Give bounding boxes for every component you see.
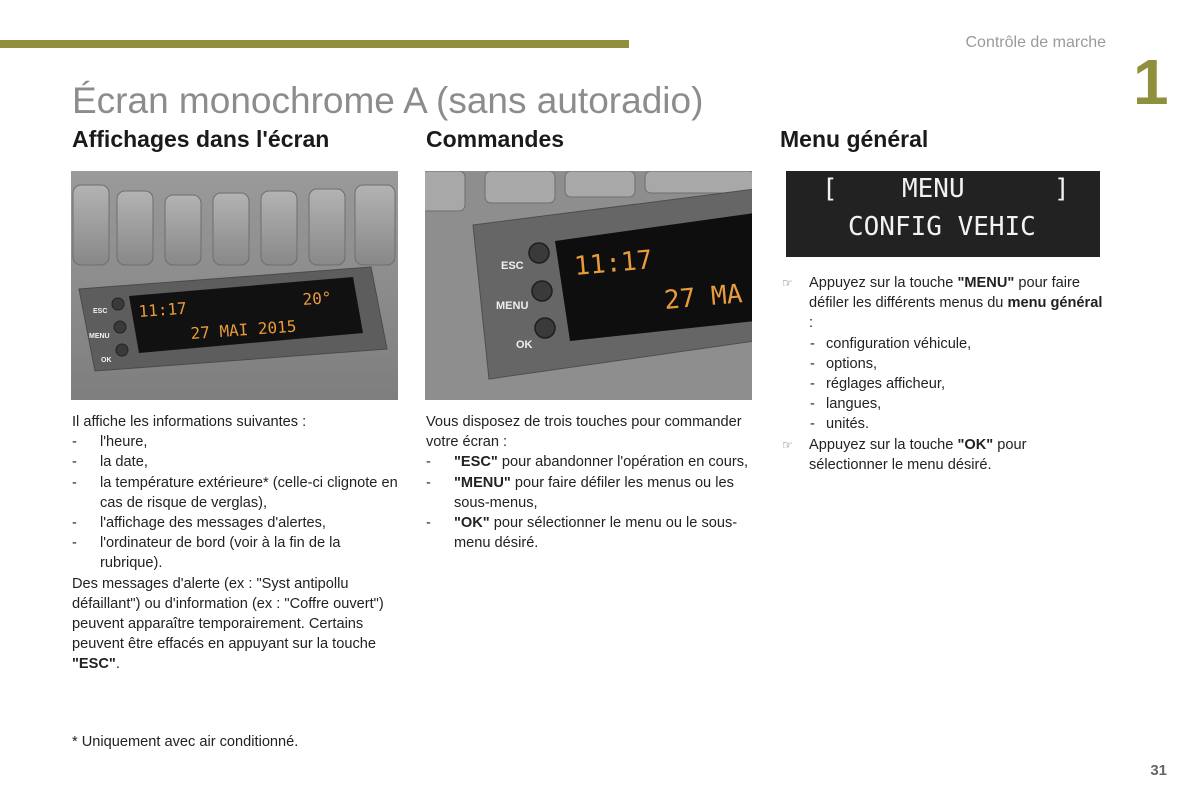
controls-intro: Vous disposez de trois touches pour commander votre écran :: [426, 414, 742, 451]
menu-screen-photo: [786, 171, 1100, 257]
key-esc-desc: pour abandonner l'opération en cours,: [497, 454, 749, 471]
chapter-number: 1: [1133, 46, 1169, 118]
alert-text-end: .: [115, 656, 120, 673]
key-menu: "MENU": [454, 474, 511, 491]
alert-esc-key: "ESC": [72, 656, 116, 673]
controls-list-item-ok: [426, 513, 756, 553]
displays-list-item: - la date,: [72, 452, 402, 472]
displays-list-item: - l'ordinateur de bord (voir à la fin de la rubrique).: [72, 533, 402, 573]
step1-menu-name: menu général: [1007, 295, 1103, 312]
dashboard-display-photo: [71, 171, 398, 400]
controls-display-time: 11:17: [572, 245, 654, 282]
page-number: 31: [1150, 762, 1167, 779]
ok-knob: [116, 344, 128, 356]
alert-text: Des messages d'alerte (ex : "Syst antipollu défaillant") ou d'information (ex : "Coffre ouvert") peuvent apparaître temporairement. Certains peuvent être effacés en appuyant sur la touche: [72, 575, 384, 653]
step1-text-mid: pour faire défiler les différents menus du: [809, 275, 1080, 312]
menu-screen-bracket-right: ]: [1054, 174, 1070, 204]
menu-screen-line2: CONFIG VEHIC: [848, 212, 1036, 242]
step1-text: Appuyez sur la touche: [809, 275, 958, 291]
esc-knob: [112, 298, 124, 310]
menu-screen-bracket-left: [: [822, 174, 838, 204]
controls-display-date: 27 MA: [662, 279, 744, 316]
controls-description: [426, 412, 756, 553]
display-temperature: 20°: [301, 288, 333, 309]
column-controls: [426, 126, 752, 153]
column-displays: [72, 126, 398, 153]
key-esc: "ESC": [454, 454, 498, 471]
label-ok: OK: [101, 357, 112, 364]
header-accent-bar: [0, 40, 629, 48]
submenu-item: - réglages afficheur,: [782, 374, 1104, 394]
label-esc-large: ESC: [501, 260, 524, 272]
control-buttons-illustration: [425, 171, 752, 400]
column-menu: [780, 126, 1106, 153]
section-label: Contrôle de marche: [965, 34, 1106, 51]
menu-screen-illustration: [786, 171, 1100, 257]
key-ok-desc: pour sélectionner le menu ou le sous-menu désiré.: [454, 515, 738, 552]
heading-menu: Menu général: [780, 126, 929, 152]
label-esc: ESC: [93, 308, 108, 315]
step2-text-end: pour sélectionner le menu désiré.: [809, 436, 1027, 473]
menu-screen-line1: MENU: [902, 174, 965, 204]
menu-step-1: [782, 273, 1104, 334]
menu-knob: [114, 321, 126, 333]
menu-knob-large: [532, 281, 552, 301]
key-ok: "OK": [454, 515, 490, 532]
displays-list-item: - l'affichage des messages d'alertes,: [72, 513, 402, 533]
control-buttons-photo: [425, 171, 752, 400]
pointing-hand-icon: ☞: [782, 276, 793, 290]
heading-displays: Affichages dans l'écran: [72, 126, 330, 152]
displays-list: [72, 432, 402, 573]
displays-intro: Il affiche les informations suivantes :: [72, 414, 307, 430]
heading-controls: Commandes: [426, 126, 565, 152]
pointing-hand-icon: ☞: [782, 437, 793, 452]
menu-description: [782, 273, 1104, 475]
ok-knob-large: [535, 318, 555, 338]
submenu-item: - configuration véhicule,: [782, 334, 1104, 354]
step2-text: Appuyez sur la touche: [809, 436, 958, 453]
displays-description: [72, 412, 402, 675]
menu-step-2: [782, 435, 1104, 475]
label-menu: MENU: [89, 333, 110, 340]
controls-list-item-menu: [426, 473, 756, 513]
step2-key: "OK": [957, 436, 994, 453]
display-date: 27 MAI 2015: [189, 316, 297, 343]
label-menu-large: MENU: [496, 300, 529, 312]
alert-messages-paragraph: [72, 574, 402, 675]
menu-submenu-list: [782, 334, 1104, 435]
submenu-item: - unités.: [782, 414, 1104, 434]
footnote: * Uniquement avec air conditionné.: [72, 734, 299, 750]
displays-list-item: - la température extérieure* (celle-ci clignote en cas de risque de verglas),: [72, 473, 402, 513]
displays-list-item: - l'heure,: [72, 432, 402, 452]
dashboard-display-illustration: [71, 171, 398, 400]
step1-key: "MENU": [957, 275, 1015, 291]
display-time: 11:17: [137, 298, 188, 321]
controls-list: [426, 452, 756, 553]
esc-knob-large: [529, 243, 549, 263]
key-menu-desc: pour faire défiler les menus ou les sous-menus,: [454, 474, 734, 511]
submenu-item: - langues,: [782, 394, 1104, 414]
submenu-item: - options,: [782, 354, 1104, 374]
label-ok-large: OK: [516, 339, 533, 351]
controls-list-item-esc: [426, 452, 756, 472]
page-title: Écran monochrome A (sans autoradio): [72, 80, 704, 121]
step1-text-end: :: [809, 315, 814, 332]
